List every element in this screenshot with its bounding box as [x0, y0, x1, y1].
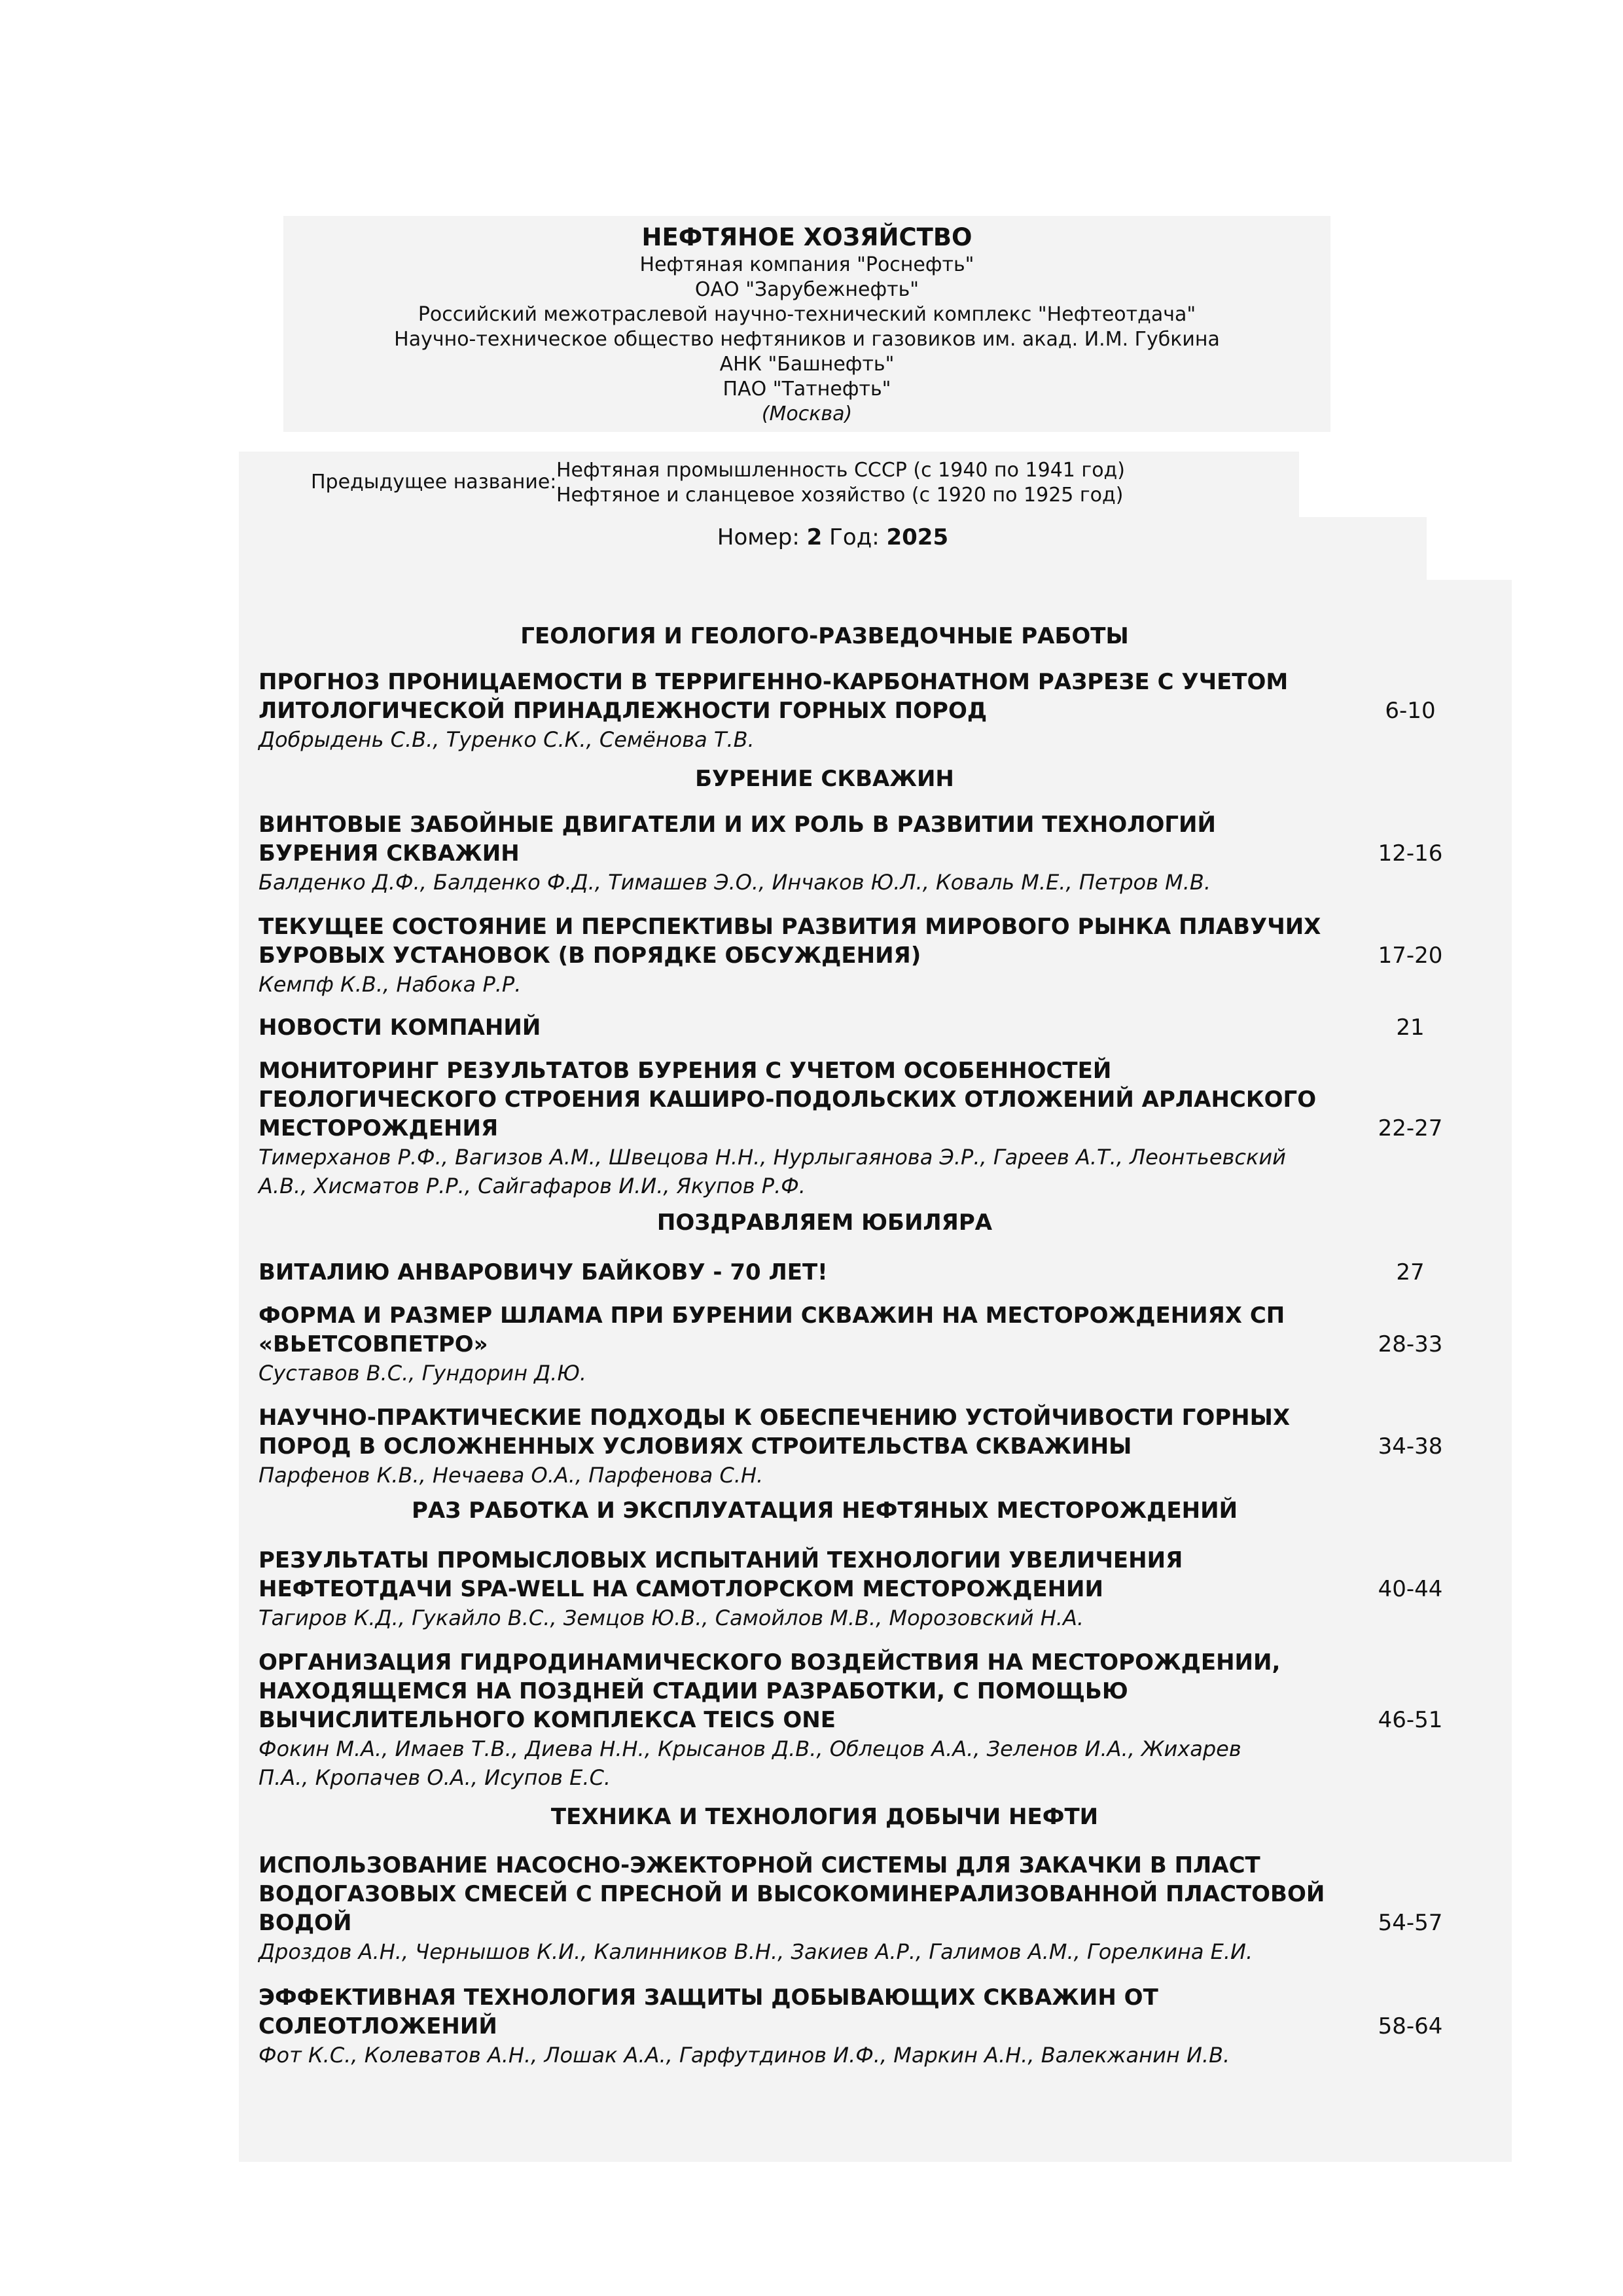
section-heading: РАЗ РАБОТКА И ЭКСПЛУАТАЦИЯ НЕФТЯНЫХ МЕСТОРОЖДЕНИЙ	[411, 1498, 1238, 1524]
article-pages: 54-57	[1378, 1910, 1443, 1936]
issue-line	[239, 524, 1427, 551]
previous-name: Нефтяное и сланцевое хозяйство (с 1920 по 1925 год)	[556, 484, 1124, 507]
issue-info	[239, 517, 1427, 580]
article-pages: 6-10	[1385, 698, 1436, 724]
founder-line: Нефтяная компания "Роснефть"	[639, 253, 974, 276]
article-authors: Тимерханов Р.Ф., Вагизов А.М., Швецова Н.Н., Нурлыгаянова Э.Р., Гареев А.Т., Леонтьевский А.В., Хисматов Р.Р., Сайгафаров И.И., Якупов Р.Ф.	[259, 1145, 1286, 1198]
issue-year-label: Год:	[829, 524, 880, 550]
article-authors: Дроздов А.Н., Чернышов К.И., Калинников В.Н., Закиев А.Р., Галимов А.М., Горелкина Е.И.	[259, 1939, 1253, 1964]
issue-year: 2025	[886, 524, 949, 550]
issue-number-label: Номер:	[717, 524, 800, 550]
article-title[interactable]: ОРГАНИЗАЦИЯ ГИДРОДИНАМИЧЕСКОГО ВОЗДЕЙСТВИЯ НА МЕСТОРОЖДЕНИИ, НАХОДЯЩЕМСЯ НА ПОЗДНЕЙ СТАДИИ РАЗРАБОТКИ, С ПОМОЩЬЮ ВЫЧИСЛИТЕЛЬНОГО КОМПЛЕКСА TEICS ONE	[259, 1649, 1281, 1733]
article-title[interactable]: РЕЗУЛЬТАТЫ ПРОМЫСЛОВЫХ ИСПЫТАНИЙ ТЕХНОЛОГИИ УВЕЛИЧЕНИЯ НЕФТЕОТДАЧИ SPA-WELL НА САМОТЛОРСКОМ МЕСТОРОЖДЕНИИ	[259, 1547, 1183, 1602]
article-pages: 46-51	[1378, 1707, 1443, 1733]
section-heading: ГЕОЛОГИЯ И ГЕОЛОГО-РАЗВЕДОЧНЫЕ РАБОТЫ	[520, 623, 1129, 649]
previous-names-list	[556, 458, 1125, 508]
journal-city: (Москва)	[761, 403, 853, 425]
article-title[interactable]: ФОРМА И РАЗМЕР ШЛАМА ПРИ БУРЕНИИ СКВАЖИН НА МЕСТОРОЖДЕНИЯХ СП «ВЬЕТСОВПЕТРО»	[259, 1302, 1285, 1357]
article-pages: 40-44	[1378, 1576, 1443, 1602]
section-heading: ТЕХНИКА И ТЕХНОЛОГИЯ ДОБЫЧИ НЕФТИ	[550, 1804, 1099, 1830]
founder-line: Российский межотраслевой научно-технический комплекс "Нефтеотдача"	[418, 303, 1196, 326]
article-title[interactable]: НОВОСТИ КОМПАНИЙ	[259, 1014, 541, 1041]
founder-line: ПАО "Татнефть"	[722, 378, 891, 401]
article-pages: 22-27	[1378, 1115, 1443, 1141]
article-authors: Парфенов К.В., Нечаева О.А., Парфенова С.Н.	[259, 1463, 764, 1488]
previous-names	[239, 452, 1299, 517]
article-authors: Фокин М.А., Имаев Т.В., Диева Н.Н., Крысанов Д.В., Облецов А.А., Зеленов И.А., Жихарев П.А., Кропачев О.А., Исупов Е.С.	[259, 1736, 1241, 1790]
article-pages: 34-38	[1378, 1433, 1443, 1460]
issue-number: 2	[806, 524, 823, 550]
article-authors: Тагиров К.Д., Гукайло В.С., Земцов Ю.В., Самойлов М.В., Морозовский Н.А.	[259, 1605, 1084, 1630]
article-title[interactable]: НАУЧНО-ПРАКТИЧЕСКИЕ ПОДХОДЫ К ОБЕСПЕЧЕНИЮ УСТОЙЧИВОСТИ ГОРНЫХ ПОРОД В ОСЛОЖНЕННЫХ УСЛОВИЯХ СТРОИТЕЛЬСТВА СКВАЖИНЫ	[259, 1405, 1291, 1460]
article-pages: 17-20	[1378, 942, 1443, 969]
article-pages: 27	[1396, 1259, 1425, 1285]
article-authors: Балденко Д.Ф., Балденко Ф.Д., Тимашев Э.О., Инчаков Ю.Л., Коваль М.Е., Петров М.В.	[259, 870, 1211, 895]
previous-name: Нефтяная промышленность СССР (с 1940 по 1941 год)	[556, 459, 1125, 482]
article-title[interactable]: ЭФФЕКТИВНАЯ ТЕХНОЛОГИЯ ЗАЩИТЫ ДОБЫВАЮЩИХ СКВАЖИН ОТ СОЛЕОТЛОЖЕНИЙ	[259, 1984, 1158, 2039]
section-heading: БУРЕНИЕ СКВАЖИН	[695, 766, 954, 792]
founder-line: Научно-техническое общество нефтяников и газовиков им. акад. И.М. Губкина	[394, 328, 1220, 351]
article-authors: Кемпф К.В., Набока Р.Р.	[259, 972, 522, 997]
section-heading: ПОЗДРАВЛЯЕМ ЮБИЛЯРА	[656, 1210, 993, 1236]
table-of-contents	[239, 580, 1512, 2162]
article-title[interactable]: ИСПОЛЬЗОВАНИЕ НАСОСНО-ЭЖЕКТОРНОЙ СИСТЕМЫ ДЛЯ ЗАКАЧКИ В ПЛАСТ ВОДОГАЗОВЫХ СМЕСЕЙ С ПРЕСНОЙ И ВЫСОКОМИНЕРАЛИЗОВАННОЙ ПЛАСТОВОЙ ВОДОЙ	[259, 1852, 1325, 1936]
article-pages: 12-16	[1378, 840, 1443, 867]
article-title[interactable]: ПРОГНОЗ ПРОНИЦАЕМОСТИ В ТЕРРИГЕННО-КАРБОНАТНОМ РАЗРЕЗЕ С УЧЕТОМ ЛИТОЛОГИЧЕСКОЙ ПРИНАДЛЕЖНОСТИ ГОРНЫХ ПОРОД	[259, 669, 1289, 724]
article-authors: Добрыдень С.В., Туренко С.К., Семёнова Т.В.	[259, 727, 755, 752]
article-title[interactable]: ВИТАЛИЮ АНВАРОВИЧУ БАЙКОВУ - 70 ЛЕТ!	[259, 1259, 828, 1285]
previous-names-label: Предыдущее название:	[311, 471, 557, 493]
article-authors: Суставов В.С., Гундорин Д.Ю.	[259, 1361, 587, 1386]
article-pages: 28-33	[1378, 1331, 1443, 1357]
article-pages: 21	[1396, 1014, 1425, 1041]
journal-title: НЕФТЯНОЕ ХОЗЯЙСТВО	[641, 223, 972, 251]
founder-line: ОАО "Зарубежнефть"	[694, 278, 919, 301]
article-title[interactable]: МОНИТОРИНГ РЕЗУЛЬТАТОВ БУРЕНИЯ С УЧЕТОМ ОСОБЕННОСТЕЙ ГЕОЛОГИЧЕСКОГО СТРОЕНИЯ КАШИРО-ПОДОЛЬСКИХ ОТЛОЖЕНИЙ АРЛАНСКОГО МЕСТОРОЖДЕНИЯ	[259, 1058, 1317, 1141]
founder-line: АНК "Башнефть"	[719, 353, 895, 376]
article-title[interactable]: ВИНТОВЫЕ ЗАБОЙНЫЕ ДВИГАТЕЛИ И ИХ РОЛЬ В РАЗВИТИИ ТЕХНОЛОГИЙ БУРЕНИЯ СКВАЖИН	[259, 812, 1216, 867]
article-pages: 58-64	[1378, 2013, 1443, 2039]
article-authors: Фот К.С., Колеватов А.Н., Лошак А.А., Гарфутдинов И.Ф., Маркин А.Н., Валекжанин И.В.	[259, 2043, 1230, 2068]
article-title[interactable]: ТЕКУЩЕЕ СОСТОЯНИЕ И ПЕРСПЕКТИВЫ РАЗВИТИЯ МИРОВОГО РЫНКА ПЛАВУЧИХ БУРОВЫХ УСТАНОВОК (В ПОРЯДКЕ ОБСУЖДЕНИЯ)	[259, 914, 1321, 969]
journal-header	[283, 216, 1330, 432]
